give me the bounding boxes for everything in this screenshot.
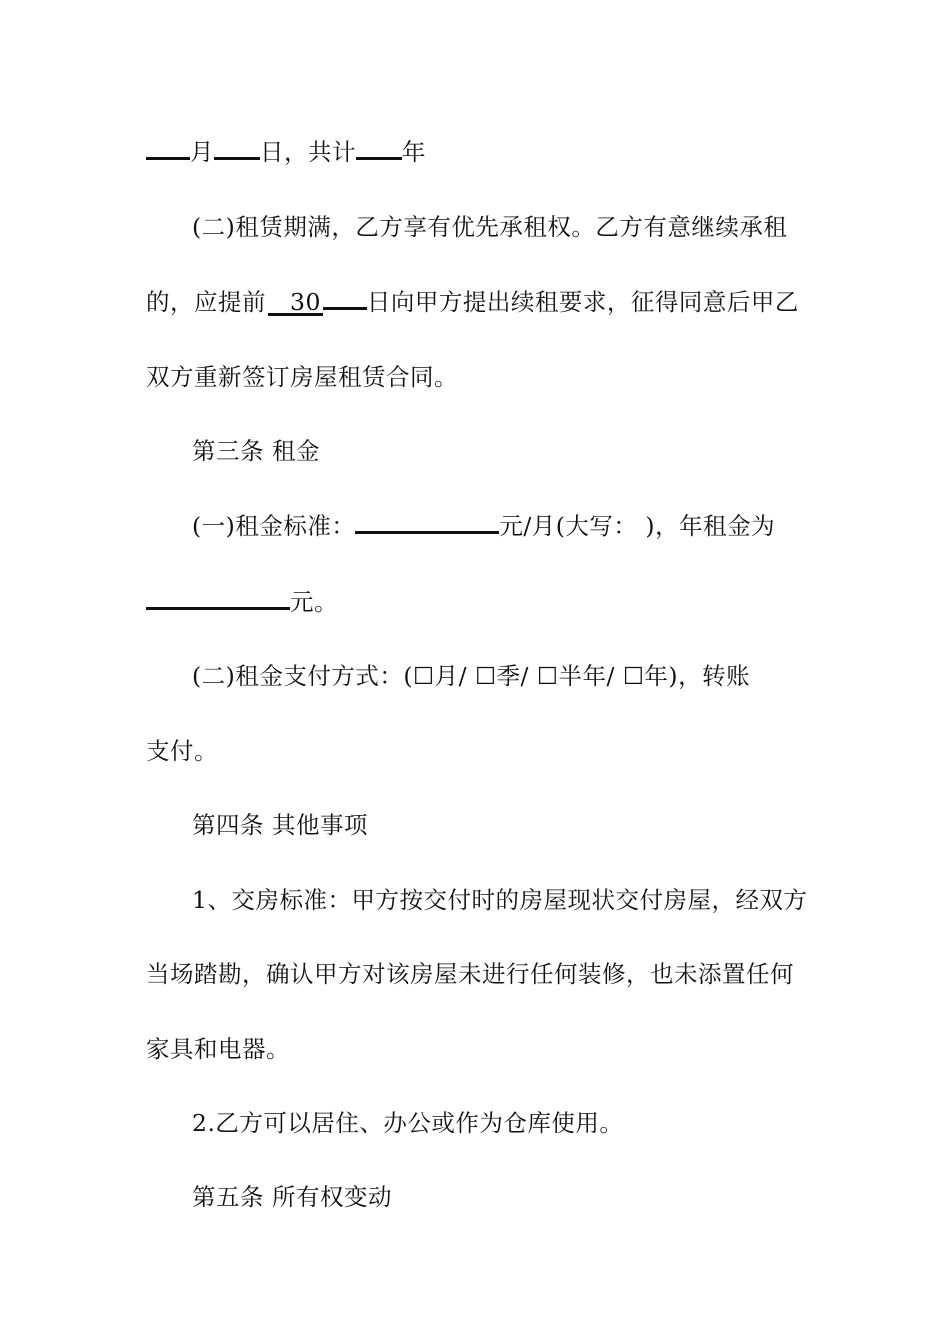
annual-rent-line [146, 587, 338, 617]
annual-rent-suffix: 元。 [290, 588, 338, 616]
day-blank[interactable] [214, 137, 260, 160]
rent-standard-suffix: 元/月(大写： )，年租金为 [499, 512, 776, 540]
handover-standard-line-2: 当场踏勘，确认甲方对该房屋未进行任何装修，也未添置任何 [146, 960, 794, 988]
renewal-clause-line-3: 双方重新签订房屋租赁合同。 [146, 363, 458, 391]
handover-standard-line-3: 家具和电器。 [146, 1035, 290, 1063]
years-blank[interactable] [356, 137, 402, 160]
payment-method-line-2: 支付。 [146, 737, 218, 765]
term-date-line [146, 137, 426, 167]
article-5-heading: 第五条 所有权变动 [192, 1183, 392, 1211]
rent-standard-line [192, 511, 775, 541]
notice-days-field[interactable]: 30 [268, 291, 323, 316]
payment-method-line: (二)租金支付方式：(☐月/ ☐季/ ☐半年/ ☐年)，转账 [192, 662, 751, 690]
year-label: 年 [402, 138, 426, 166]
day-total-label: 日，共计 [260, 138, 356, 166]
monthly-rent-blank[interactable] [355, 511, 499, 534]
usage-clause: 2.乙方可以居住、办公或作为仓库使用。 [192, 1109, 624, 1137]
renewal-clause-line-1: (二)租赁期满，乙方享有优先承租权。乙方有意继续承租 [192, 213, 788, 241]
notice-suffix: 日向甲方提出续租要求，征得同意后甲乙 [366, 288, 799, 316]
article-4-heading: 第四条 其他事项 [192, 811, 368, 839]
annual-rent-blank[interactable] [146, 587, 290, 610]
renewal-clause-line-2 [146, 287, 799, 317]
notice-prefix: 的，应提前 [146, 288, 266, 316]
handover-standard-line-1: 1、交房标准：甲方按交付时的房屋现状交付房屋，经双方 [192, 886, 808, 914]
article-3-heading: 第三条 租金 [192, 437, 320, 465]
notice-days-trailing-blank [323, 287, 367, 310]
rent-standard-label: (一)租金标准： [192, 512, 356, 540]
month-blank[interactable] [146, 137, 190, 160]
month-label: 月 [190, 138, 214, 166]
